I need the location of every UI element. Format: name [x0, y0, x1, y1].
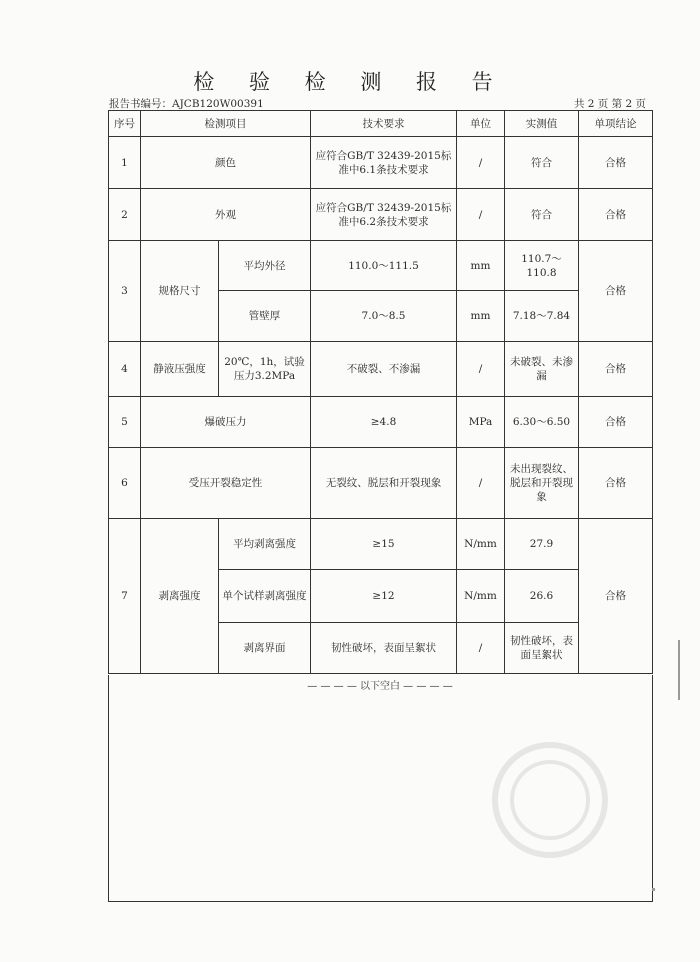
row-requirement: 无裂纹、脱层和开裂现象 [311, 448, 457, 519]
row-conclusion: 合格 [579, 241, 653, 342]
page-title: 检 验 检 测 报 告 [193, 70, 507, 94]
table-row [109, 448, 653, 519]
inspection-table [108, 110, 653, 674]
col-header-item: 检测项目 [141, 111, 311, 137]
col-header-requirement: 技术要求 [311, 111, 457, 137]
table-row [109, 519, 653, 570]
row-conclusion: 合格 [579, 397, 653, 448]
row-conclusion: 合格 [579, 342, 653, 397]
col-header-measured: 实测值 [505, 111, 579, 137]
row-measured: 未出现裂纹、脱层和开裂现象 [505, 448, 579, 519]
row-unit: N/mm [457, 570, 505, 623]
row-subitem: 剥离界面 [219, 623, 311, 674]
row-no: 1 [109, 137, 141, 189]
row-requirement: 110.0～111.5 [311, 241, 457, 291]
table-row [109, 397, 653, 448]
row-requirement: ≥12 [311, 570, 457, 623]
row-unit: / [457, 137, 505, 189]
col-header-unit: 单位 [457, 111, 505, 137]
row-no: 7 [109, 519, 141, 674]
row-measured: 27.9 [505, 519, 579, 570]
row-item: 受压开裂稳定性 [141, 448, 311, 519]
row-conclusion: 合格 [579, 189, 653, 241]
row-item: 外观 [141, 189, 311, 241]
row-item: 规格尺寸 [141, 241, 219, 342]
row-no: 6 [109, 448, 141, 519]
row-measured: 符合 [505, 137, 579, 189]
row-unit: / [457, 448, 505, 519]
row-measured: 6.30～6.50 [505, 397, 579, 448]
row-requirement: ≥4.8 [311, 397, 457, 448]
row-requirement: 应符合GB/T 32439-2015标准中6.2条技术要求 [311, 189, 457, 241]
row-item: 颜色 [141, 137, 311, 189]
row-unit: mm [457, 291, 505, 342]
row-unit: MPa [457, 397, 505, 448]
row-conclusion: 合格 [579, 519, 653, 674]
row-item: 爆破压力 [141, 397, 311, 448]
page-count: 共 2 页 第 2 页 [573, 98, 646, 110]
row-no: 4 [109, 342, 141, 397]
row-condition: 20℃，1h，试验压力3.2MPa [219, 342, 311, 397]
row-subitem: 平均外径 [219, 241, 311, 291]
row-no: 3 [109, 241, 141, 342]
table-header-row [109, 111, 653, 137]
row-measured: 韧性破坏，表面呈絮状 [505, 623, 579, 674]
row-measured: 7.18～7.84 [505, 291, 579, 342]
row-measured: 110.7～110.8 [505, 241, 579, 291]
row-requirement: 7.0～8.5 [311, 291, 457, 342]
row-unit: / [457, 623, 505, 674]
row-conclusion: 合格 [579, 137, 653, 189]
row-unit: / [457, 189, 505, 241]
row-requirement: ≥15 [311, 519, 457, 570]
row-conclusion: 合格 [579, 448, 653, 519]
table-row [109, 342, 653, 397]
row-item: 静液压强度 [141, 342, 219, 397]
row-subitem: 单个试样剥离强度 [219, 570, 311, 623]
col-header-no: 序号 [109, 111, 141, 137]
row-unit: mm [457, 241, 505, 291]
end-note: — — — — 以下空白 — — — — [307, 681, 453, 692]
report-number: 报告书编号：AJCB120W00391 [109, 98, 264, 110]
row-requirement: 韧性破坏，表面呈絮状 [311, 623, 457, 674]
watermark-logo-icon [490, 740, 610, 860]
table-row [109, 241, 653, 291]
row-no: 5 [109, 397, 141, 448]
row-unit: N/mm [457, 519, 505, 570]
row-no: 2 [109, 189, 141, 241]
row-unit: / [457, 342, 505, 397]
row-requirement: 不破裂、不渗漏 [311, 342, 457, 397]
row-measured: 26.6 [505, 570, 579, 623]
row-subitem: 平均剥离强度 [219, 519, 311, 570]
row-subitem: 管壁厚 [219, 291, 311, 342]
row-requirement: 应符合GB/T 32439-2015标准中6.1条技术要求 [311, 137, 457, 189]
scan-mark [678, 640, 680, 700]
row-measured: 符合 [505, 189, 579, 241]
row-item: 剥离强度 [141, 519, 219, 674]
table-row [109, 189, 653, 241]
table-row [109, 137, 653, 189]
scan-mark [652, 888, 655, 891]
col-header-conclusion: 单项结论 [579, 111, 653, 137]
row-measured: 未破裂、未渗漏 [505, 342, 579, 397]
